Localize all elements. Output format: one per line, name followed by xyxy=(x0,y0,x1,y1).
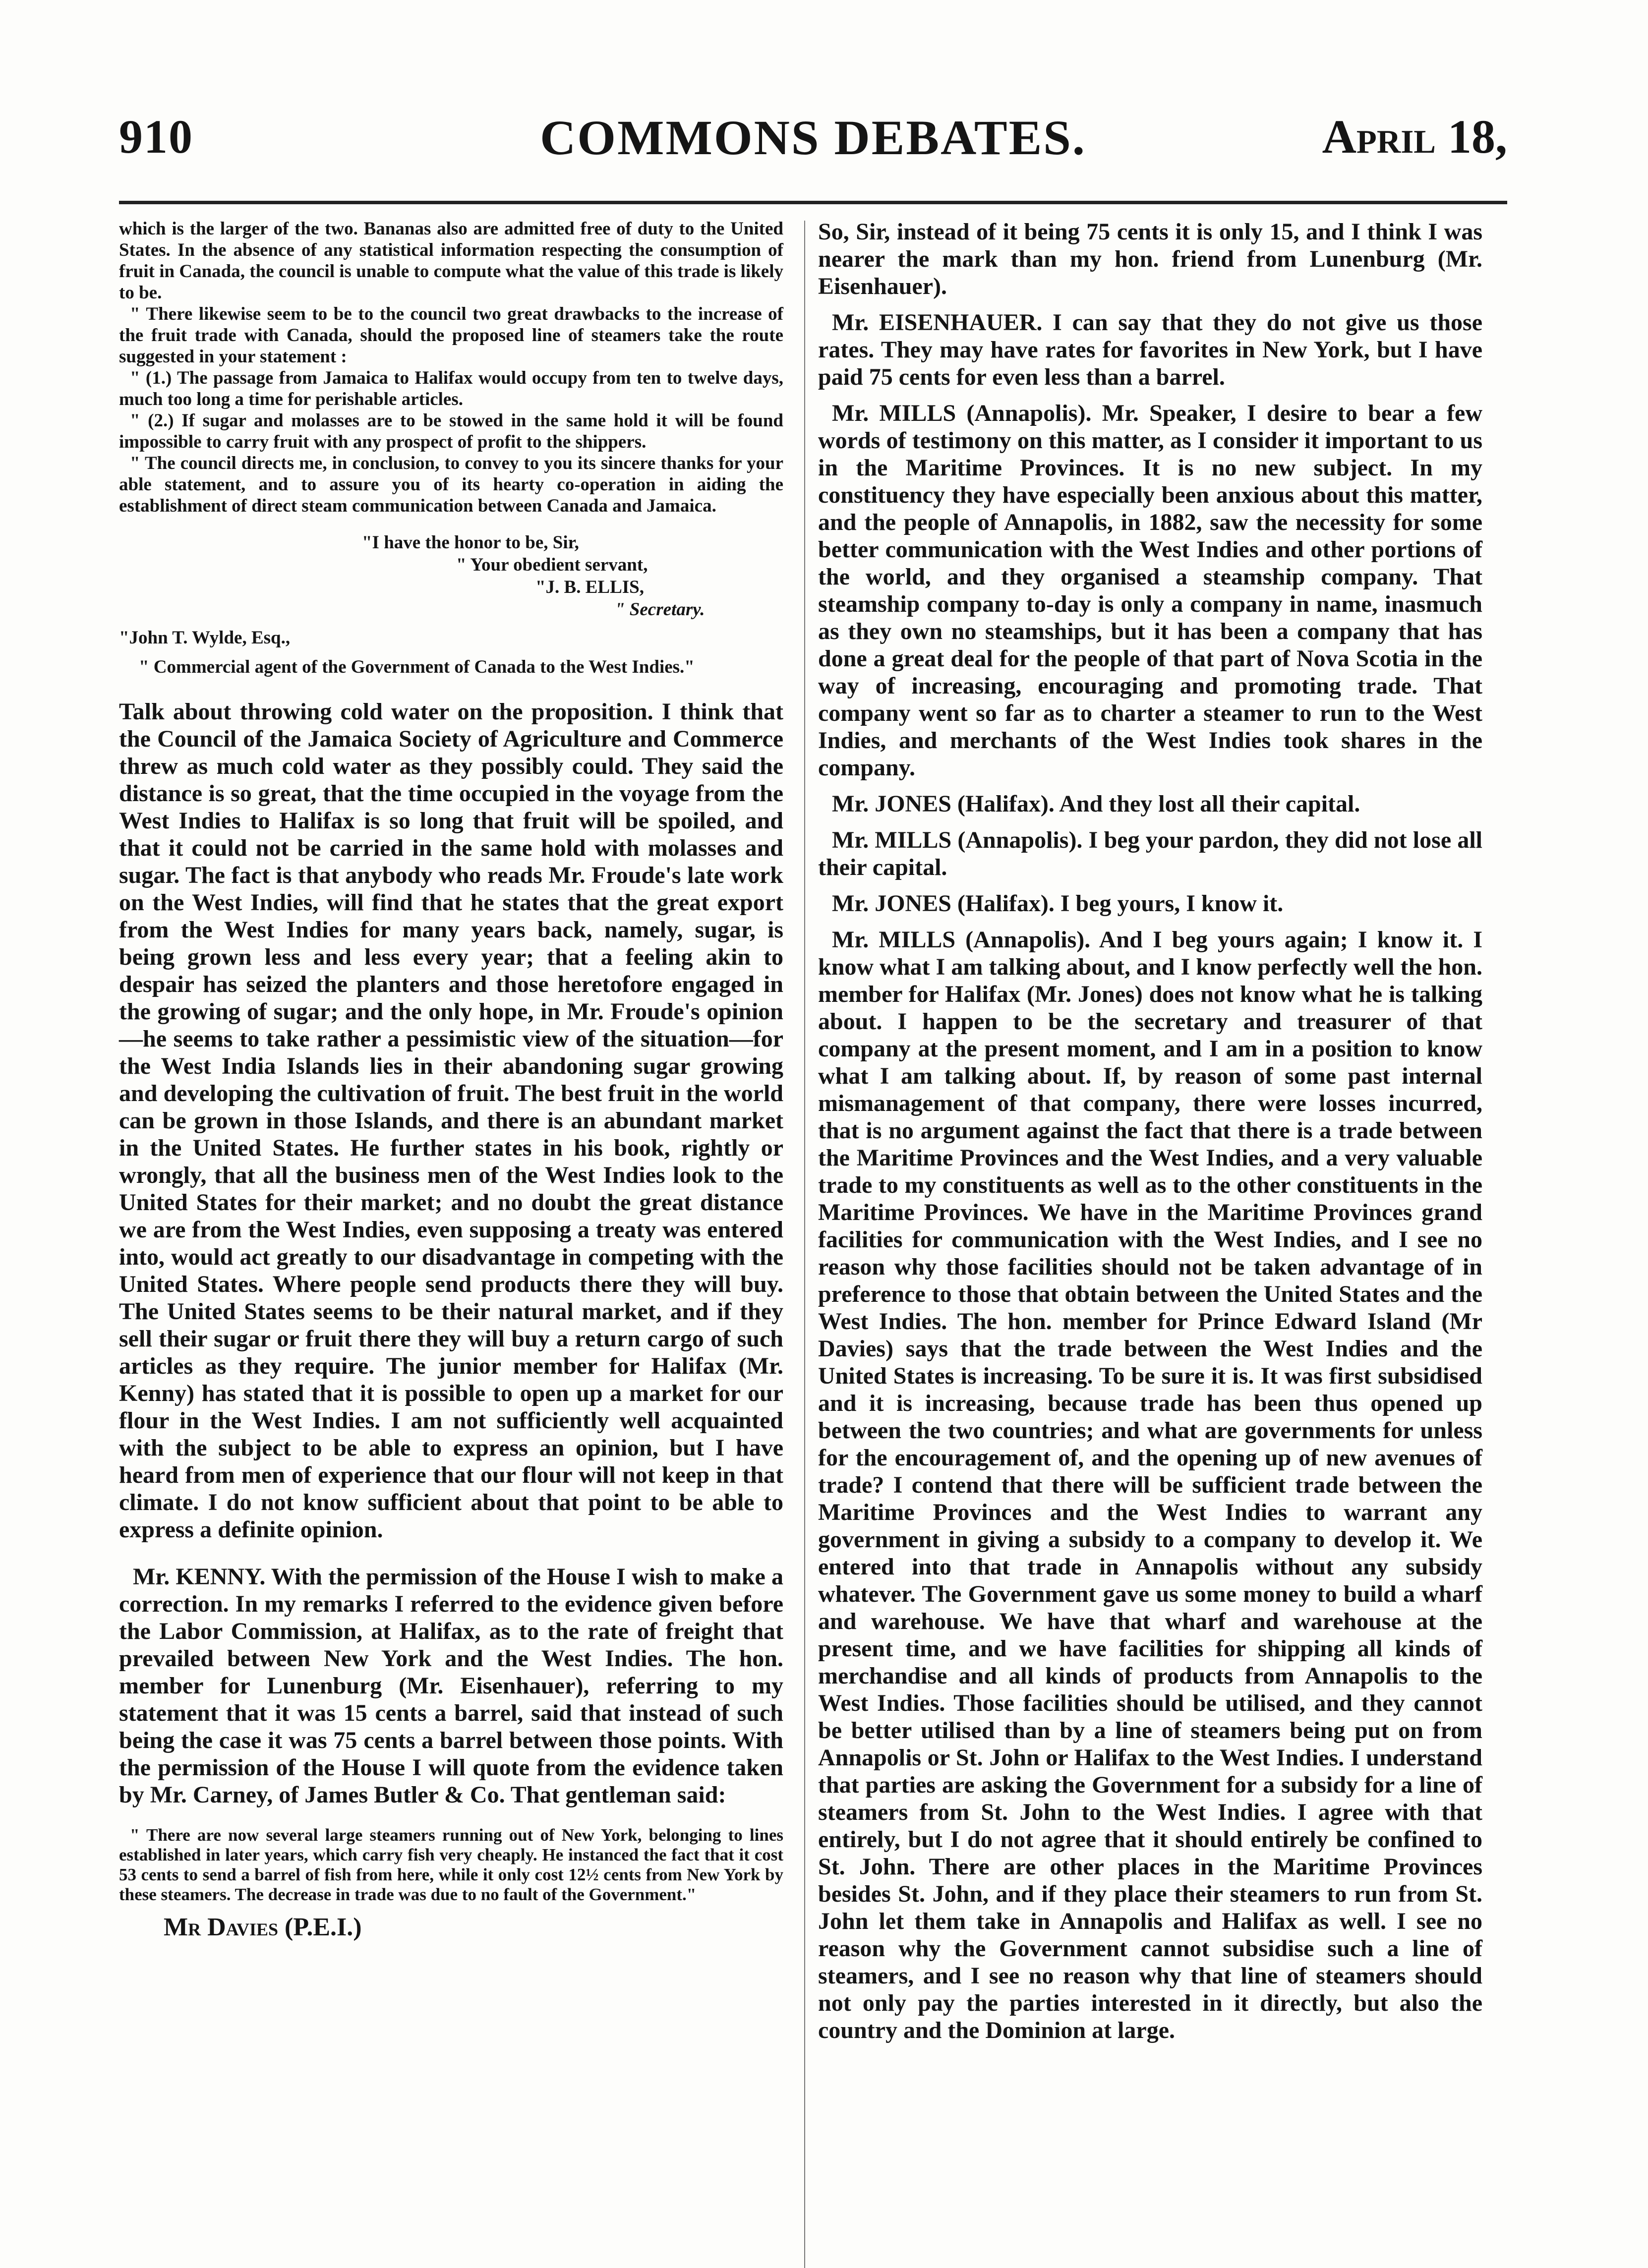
speech-text: Mr. Speaker, I desire to bear a few words of testimony on this matter, as I consider it important to us in the Maritime Provinces. It is no new subject. In my constituency they have especially been anxious about this matter, and the people of Annapolis, in 1882, saw the necessity for some better communication with the West Indies and other portions of the world, and they organised a steamship company. That steamship company to-day is only a company in name, inasmuch as they own no steamships, but it has been a company that has done a great deal for the people of that part of Nova Scotia in the way of increasing, encouraging and promoting trade. That company went so far as to charter a steamer to run to the West Indies, and merchants of the West Indies took shares in the company. xyxy=(818,400,1483,781)
speech-paragraph xyxy=(818,790,1482,817)
speech-body-right xyxy=(818,218,1482,2044)
quoted-evidence: " There are now several large steamers running out of New York, belonging to lines established in later years, which carry fish very cheaply. He instanced the fact that it cost 53 cents to send a barrel of fish from here, while it only cost 12½ cents from New York by these steamers. The decrease in trade was due to no fault of the Government." xyxy=(119,1825,783,1904)
page-header xyxy=(119,109,1507,188)
speech-text: I can say that they do not give us those rates. They may have rates for favorites in New York, but I have paid 75 cents for even less than a barrel. xyxy=(818,309,1483,390)
speech-paragraph xyxy=(818,309,1482,391)
letter-signature xyxy=(119,531,783,678)
speech-text: And they lost all their capital. xyxy=(1059,791,1360,817)
addressee-role: " Commercial agent of the Government of Canada to the West Indies." xyxy=(139,657,695,677)
right-column xyxy=(818,218,1482,2053)
speech-paragraph xyxy=(818,890,1482,917)
speaker-name: Mr. JONES (Halifax). xyxy=(832,890,1055,917)
speaker-name: Mr. MILLS (Annapolis). xyxy=(832,400,1092,426)
speech-text: I beg yours, I know it. xyxy=(1060,890,1284,917)
page-date xyxy=(1322,109,1507,164)
speech-text: I beg your pardon, they did not lose all their capital. xyxy=(818,827,1483,880)
speaker-name: Mr. JONES (Halifax). xyxy=(832,791,1055,817)
header-rule xyxy=(119,201,1507,204)
addressee: "John T. Wylde, Esq., xyxy=(119,628,291,648)
speaker-name: Mr. EISENHAUER. xyxy=(832,309,1043,336)
left-column xyxy=(119,218,783,1942)
letter-paragraph: " (1.) The passage from Jamaica to Halifax would occupy from ten to twelve days, much too long a time for perishable articles. xyxy=(119,368,783,409)
speech-paragraph xyxy=(818,926,1482,2044)
closing-line: "J. B. ELLIS, xyxy=(535,577,644,597)
speaker-name: Mr. MILLS (Annapolis). xyxy=(832,927,1091,953)
letter-excerpt xyxy=(119,218,783,517)
paragraph: Talk about throwing cold water on the proposition. I think that the Council of the Jamaica Society of Agriculture and Commerce threw as much cold water as they possibly could. They said the distance is so great, that the time occupied in the voyage from the West Indies to Halifax is so long that fruit will be spoiled, and that it could not be carried in the same hold with molasses and sugar. The fact is that anybody who reads Mr. Froude's late work on the West Indies, will find that he states that the great export from the West Indies for many years back, namely, sugar, is being grown less and less every year; that a feeling akin to despair has seized the planters and those heretofore engaged in the growing of sugar; and the only hope, in Mr. Froude's opinion—he seems to take rather a pessimistic view of the situation—for the West India Islands lies in their abandoning sugar growing and developing the cultivation of fruit. The best fruit in the world can be grown in those Islands, and there is an abundant market in the United States. He further states in his book, rightly or wrongly, that all the business men of the West Indies look to the United States for their market; and no doubt the great distance we are from the West Indies, even supposing a treaty was entered into, would act greatly to our disadvantage in competing with the United States. Where people send products there they will buy. The United States seems to be their natural market, and if they sell their sugar or fruit there they will buy a return cargo of such articles as they require. The junior member for Halifax (Mr. Kenny) has stated that it is possible to open up a market for our flour in the West Indies. I am not sufficiently well acquainted with the subject to be able to express an opinion, but I have heard from men of experience that our flour will not keep in that climate. I do not know sufficient about that point to be able to express a definite opinion. xyxy=(119,698,783,1543)
letter-paragraph: which is the larger of the two. Bananas also are admitted free of duty to the United States. In the absence of any statistical information respecting the consumption of fruit in Canada, the council is unable to compute what the value of this trade is likely to be. xyxy=(119,219,783,303)
letter-paragraph: " There likewise seem to be to the council two great drawbacks to the increase of the fruit trade with Canada, should the proposed line of steamers take the route suggested in your statement : xyxy=(119,304,783,367)
next-speaker: Mr Davies (P.E.I.) xyxy=(164,1913,362,1941)
speaker-name: Mr. MILLS (Annapolis). xyxy=(832,827,1083,853)
speech-body xyxy=(119,698,783,1808)
page-title: COMMONS DEBATES. xyxy=(540,110,1086,165)
letter-paragraph: " (2.) If sugar and molasses are to be stowed in the same hold it will be found impossible to carry fruit with any prospect of profit to the shippers. xyxy=(119,410,783,452)
paragraph: So, Sir, instead of it being 75 cents it is only 15, and I think I was nearer the mark than my hon. friend from Lunenburg (Mr. Eisenhauer). xyxy=(818,219,1482,299)
speech-paragraph xyxy=(818,400,1482,781)
closing-line: " Secretary. xyxy=(615,599,705,620)
speech-text: And I beg yours again; I know it. I know what I am talking about, and I know perfectly well the hon. member for Halifax (Mr. Jones) does not know what he is talking about. I happen to be the secretary and treasurer of that company at the present moment, and I am in a position to know what I am talking about. If, by reason of some past internal mismanagement of that company, there were losses incurred, that is no argument against the fact that there is a trade between the Maritime Provinces and the West Indies, and a very valuable trade to my constituents as well as to the other constituents in the Maritime Provinces. We have in the Maritime Provinces grand facilities for communication with the West Indies, and I see no reason why those facilities should not be taken advantage of in preference to those that obtain between the United States and the West Indies. The hon. member for Prince Edward Island (Mr Davies) says that the trade between the West Indies and the United States is increasing. To be sure it is. It was first subsidised and it is increasing, because trade has been thus opened up between the two countries; and what are governments for unless for the encouragement of, and the opening up of new avenues of trade? I contend that there will be sufficient trade between the Maritime Provinces and the West Indies to warrant any government in giving a subsidy to a company to develop it. We entered into that trade in Annapolis without any subsidy whatever. The Government gave us some money to build a wharf and warehouse. We have that wharf and warehouse at the present time, and we have facilities for shipping all kinds of merchandise and all kinds of products from Annapolis to the West Indies. Those facilities should be utilised, and they cannot be better utilised than by a line of steamers being put on from Annapolis or St. John or Halifax to the West Indies. I understand that parties are asking the Government for a subsidy for a line of steamers from St. John to the West Indies. I agree with that entirely, but I do not agree that it should entirely be confined to St. John. There are other places in the Maritime Provinces besides St. John, and if they place their steamers to run from St. John let them take in Annapolis and Halifax as well. I see no reason why the Government cannot subsidise such a line of steamers, and I see no reason why that line of steamers should not only pay the parties interested in it directly, but also the country and the Dominion at large. xyxy=(818,927,1483,2043)
column-divider xyxy=(804,221,805,2268)
closing-line: " Your obedient servant, xyxy=(456,555,648,575)
date-month: April xyxy=(1322,110,1436,163)
letter-paragraph: " The council directs me, in conclusion, to convey to you its sincere thanks for your able statement, and to assure you of its hearty co-operation in aiding the establishment of direct steam communication between Canada and Jamaica. xyxy=(119,453,783,516)
date-day: 18, xyxy=(1448,110,1507,163)
speech-paragraph xyxy=(818,826,1482,881)
kenny-paragraph xyxy=(119,1563,783,1808)
speaker-name: Mr. KENNY. xyxy=(133,1564,266,1590)
speech-text: With the permission of the House I wish to make a correction. In my remarks I referred to the evidence given before the Labor Commission, at Halifax, as to the rate of freight that prevailed between New York and the West Indies. The hon. member for Lunenburg (Mr. Eisenhauer), referring to my statement that it was 15 cents a barrel, said that instead of such being the case it was 75 cents a barrel between those points. With the permission of the House I will quote from the evidence taken by Mr. Carney, of James Butler & Co. That gentleman said: xyxy=(119,1564,784,1808)
closing-line: "I have the honor to be, Sir, xyxy=(362,532,579,553)
page-number: 910 xyxy=(119,110,193,163)
